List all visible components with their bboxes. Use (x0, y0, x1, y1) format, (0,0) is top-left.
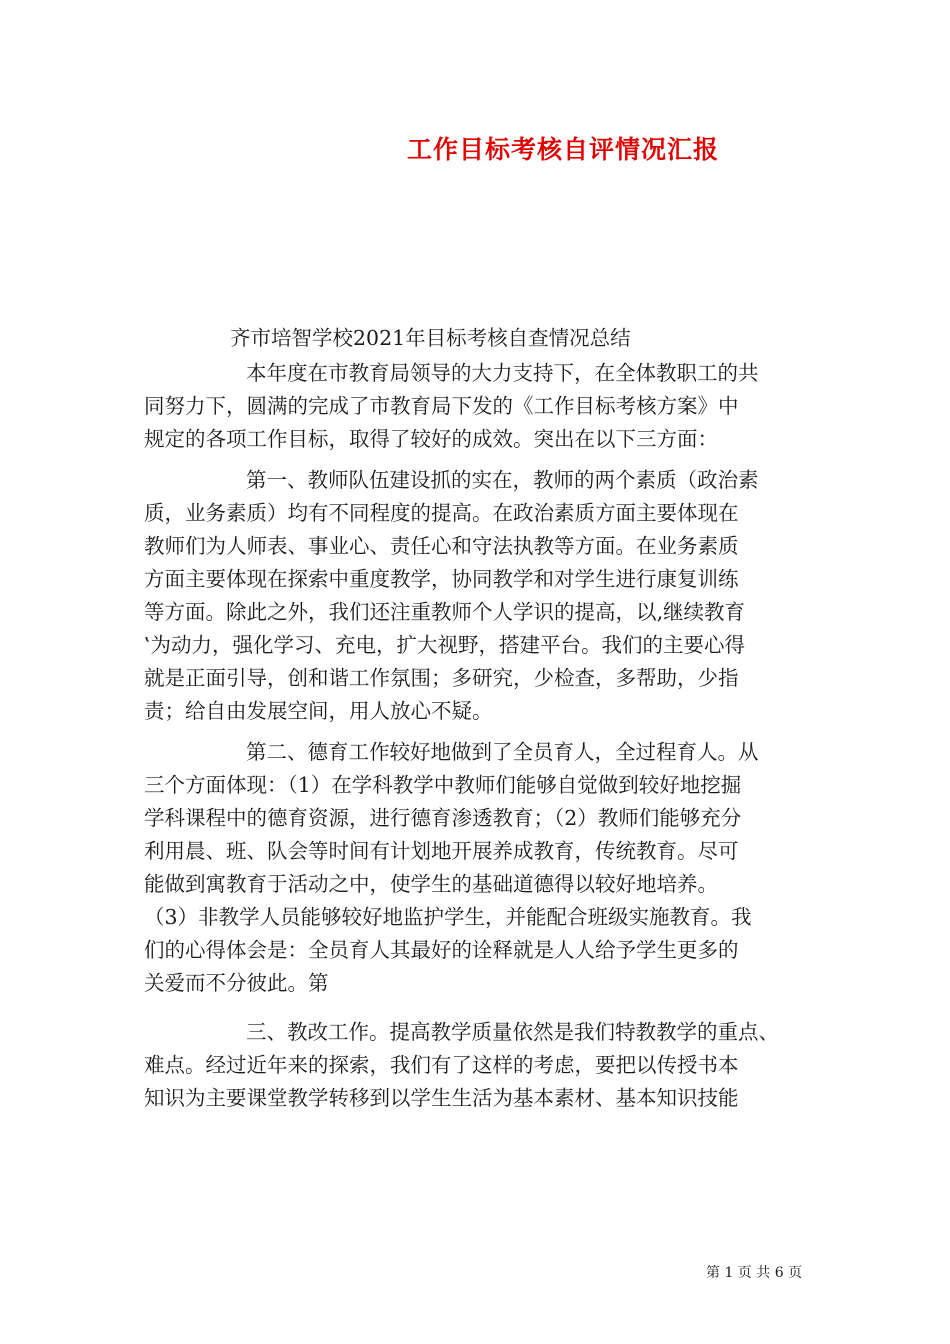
paragraph-line: 就是正面引导，创和谐工作氛围；多研究，少检查，多帮助，少指 (144, 666, 739, 690)
paragraph-line: （3）非教学人员能够较好地监护学生，并能配合班级实施教育。我 (144, 905, 752, 929)
paragraph-line: 规定的各项工作目标，取得了较好的成效。突出在以下三方面： (144, 427, 718, 451)
paragraph-line: 第二、德育工作较好地做到了全员育人，全过程育人。从 (246, 740, 759, 764)
paragraph-teaching-reform (144, 1016, 816, 1115)
paragraph-moral-education (144, 736, 816, 1000)
paragraph-line: 关爱而不分彼此。第 (144, 971, 329, 995)
document-body (144, 322, 816, 1115)
paragraph-line: 三个方面体现：（1）在学科教学中教师们能够自觉做到较好地挖掘 (144, 773, 742, 797)
document-subtitle: 齐市培智学校2021年目标考核自查情况总结 (230, 326, 631, 350)
paragraph-line: 责；给自由发展空间，用人放心不疑。 (144, 699, 493, 723)
paragraph-line: 知识为主要课堂教学转移到以学生生活为基本素材、基本知识技能 (144, 1086, 739, 1110)
paragraph-line: 学科课程中的德育资源，进行德育渗透教育；（2）教师们能够充分 (144, 806, 742, 830)
paragraph-intro (144, 357, 816, 456)
paragraph-line: 本年度在市教育局领导的大力支持下，在全体教职工的共 (246, 361, 759, 385)
page-number: 第 1 页 共 6 页 (706, 1265, 803, 1281)
document-title: 工作目标考核自评情况汇报 (406, 135, 719, 164)
paragraph-line: 方面主要体现在探索中重度教学，协同教学和对学生进行康复训练 (144, 567, 739, 591)
paragraph-line: 难点。经过近年来的探索，我们有了这样的考虑，要把以传授书本 (144, 1053, 739, 1077)
paragraph-line: 利用晨、班、队会等时间有计划地开展养成教育，传统教育。尽可 (144, 839, 739, 863)
paragraph-line: 能做到寓教育于活动之中，使学生的基础道德得以较好地培养。 (144, 872, 718, 896)
paragraph-line: 第一、教师队伍建设抓的实在，教师的两个素质（政治素 (246, 468, 759, 492)
paragraph-line: 质，业务素质）均有不同程度的提高。在政治素质方面主要体现在 (144, 501, 739, 525)
paragraph-line: 等方面。除此之外，我们还注重教师个人学识的提高，以‚继续教育 (144, 600, 746, 624)
paragraph-line: 教师们为人师表、事业心、责任心和守法执教等方面。在业务素质 (144, 534, 739, 558)
paragraph-line: 们的心得体会是：全员育人其最好的诠释就是人人给予学生更多的 (144, 938, 739, 962)
paragraph-line: ‛为动力，强化学习、充电，扩大视野，搭建平台。我们的主要心得 (144, 633, 746, 657)
paragraph-teachers (144, 464, 816, 728)
paragraph-line: 三、教改工作。提高教学质量依然是我们特教教学的重点、 (246, 1020, 779, 1044)
paragraph-line: 同努力下，圆满的完成了市教育局下发的《工作目标考核方案》中 (144, 394, 739, 418)
